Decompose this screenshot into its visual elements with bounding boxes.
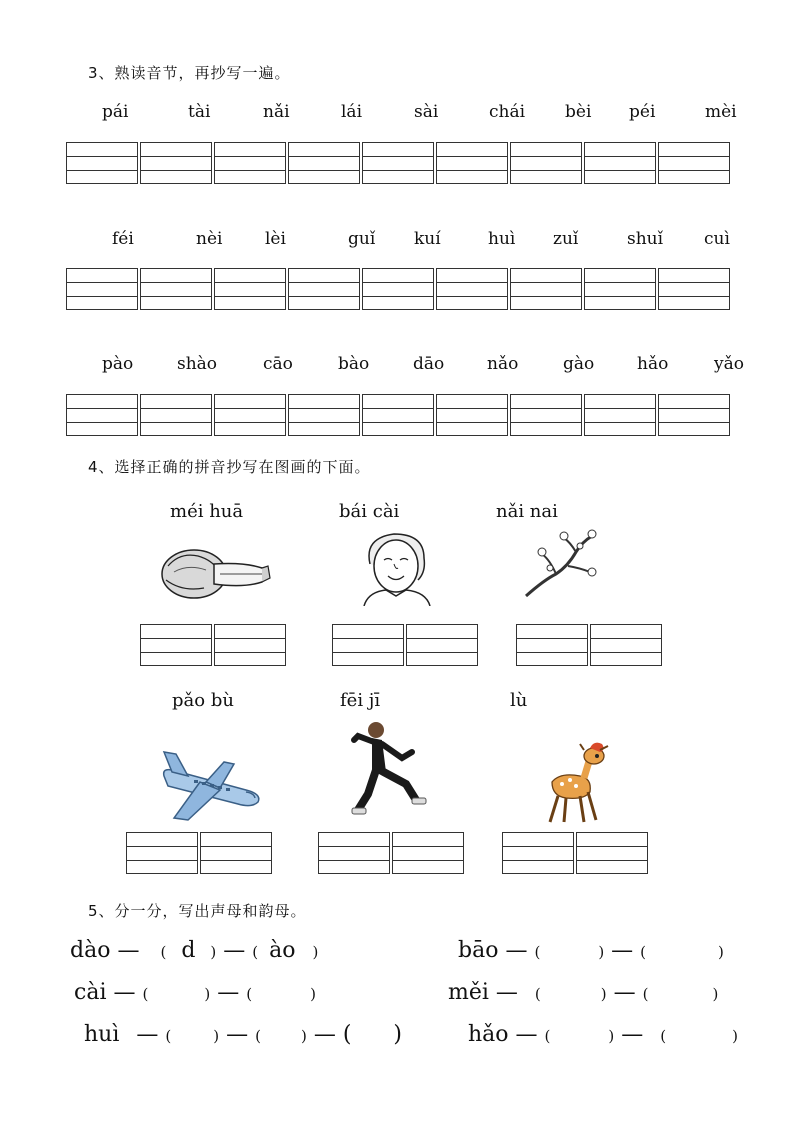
- grandma-icon: [356, 528, 438, 606]
- pinyin-syllable: dāo: [413, 354, 445, 374]
- pinyin-syllable: guǐ: [348, 229, 376, 249]
- split-exercise-hao: hǎo — ( ) — ( ): [468, 1022, 738, 1047]
- runner-icon: [350, 718, 430, 820]
- writing-cell[interactable]: [516, 624, 588, 666]
- writing-grid-row-2: [66, 268, 730, 310]
- writing-cell[interactable]: [436, 268, 508, 310]
- cabbage-icon: [158, 544, 274, 606]
- split-exercise-cai: cài — ( ) — ( ): [74, 980, 316, 1005]
- writing-cell[interactable]: [288, 268, 360, 310]
- writing-cell[interactable]: [590, 624, 662, 666]
- syllable: huì: [84, 1022, 120, 1047]
- section4-heading: 4、选择正确的拼音抄写在图画的下面。: [88, 458, 371, 476]
- writing-cell[interactable]: [140, 624, 212, 666]
- split-exercise-dao: dào — ( d ) — ( ào ): [70, 938, 319, 963]
- writing-grid-picture-6: [502, 832, 648, 874]
- split-exercise-mei: měi — ( ) — ( ): [448, 980, 719, 1005]
- deer-icon: [540, 742, 612, 824]
- split-exercise-bao: bāo — ( ) — ( ): [458, 938, 724, 963]
- writing-cell[interactable]: [200, 832, 272, 874]
- airplane-icon: [154, 746, 266, 824]
- writing-cell[interactable]: [214, 624, 286, 666]
- pinyin-syllable: shào: [177, 354, 218, 374]
- writing-cell[interactable]: [584, 268, 656, 310]
- pinyin-syllable: kuí: [414, 229, 441, 249]
- writing-cell[interactable]: [140, 394, 212, 436]
- writing-cell[interactable]: [66, 142, 138, 184]
- writing-cell[interactable]: [392, 832, 464, 874]
- plum-blossom-icon: [522, 528, 604, 600]
- syllable: měi: [448, 980, 489, 1005]
- writing-cell[interactable]: [362, 394, 434, 436]
- writing-cell[interactable]: [66, 268, 138, 310]
- pinyin-word: fēi jī: [340, 690, 381, 711]
- writing-cell[interactable]: [214, 142, 286, 184]
- writing-cell[interactable]: [140, 268, 212, 310]
- writing-cell[interactable]: [436, 394, 508, 436]
- pinyin-syllable: mèi: [705, 102, 737, 122]
- pinyin-syllable: cāo: [263, 354, 293, 374]
- pinyin-syllable: yǎo: [714, 354, 744, 374]
- writing-grid-picture-1: [140, 624, 286, 666]
- writing-cell[interactable]: [66, 394, 138, 436]
- writing-cell[interactable]: [406, 624, 478, 666]
- pinyin-syllable: huì: [488, 229, 516, 249]
- pinyin-syllable: shuǐ: [627, 229, 664, 249]
- syllable: dào: [70, 938, 111, 963]
- pinyin-syllable: chái: [489, 102, 526, 122]
- writing-cell[interactable]: [658, 268, 730, 310]
- writing-grid-picture-4: [126, 832, 272, 874]
- pinyin-syllable: nèi: [196, 229, 223, 249]
- pinyin-syllable: bèi: [565, 102, 592, 122]
- writing-cell[interactable]: [288, 394, 360, 436]
- pinyin-syllable: zuǐ: [553, 229, 579, 249]
- pinyin-word: nǎi nai: [496, 501, 558, 522]
- writing-cell[interactable]: [318, 832, 390, 874]
- initial-answer[interactable]: d: [181, 938, 196, 963]
- pinyin-syllable: hǎo: [637, 354, 669, 374]
- pinyin-word: lù: [510, 690, 528, 711]
- writing-cell[interactable]: [214, 268, 286, 310]
- writing-cell[interactable]: [362, 142, 434, 184]
- writing-cell[interactable]: [510, 268, 582, 310]
- syllable: bāo: [458, 938, 499, 963]
- writing-cell[interactable]: [214, 394, 286, 436]
- pinyin-syllable: pào: [102, 354, 134, 374]
- pinyin-syllable: lái: [341, 102, 363, 122]
- pinyin-syllable: péi: [629, 102, 656, 122]
- pinyin-syllable: sài: [414, 102, 439, 122]
- pinyin-word: méi huā: [170, 501, 244, 522]
- final-answer[interactable]: ào: [269, 938, 296, 963]
- pinyin-syllable: pái: [102, 102, 129, 122]
- split-exercise-hui: huì — ( ) — ( ) — ( ): [84, 1022, 402, 1047]
- writing-cell[interactable]: [576, 832, 648, 874]
- syllable: hǎo: [468, 1022, 509, 1047]
- pinyin-syllable: cuì: [704, 229, 730, 249]
- writing-cell[interactable]: [658, 394, 730, 436]
- writing-cell[interactable]: [502, 832, 574, 874]
- pinyin-syllable: gào: [563, 354, 595, 374]
- writing-grid-picture-2: [332, 624, 478, 666]
- pinyin-syllable: féi: [112, 229, 134, 249]
- writing-cell[interactable]: [436, 142, 508, 184]
- writing-grid-picture-5: [318, 832, 464, 874]
- section5-heading: 5、分一分，写出声母和韵母。: [88, 902, 307, 920]
- writing-cell[interactable]: [362, 268, 434, 310]
- writing-grid-row-1: [66, 142, 730, 184]
- writing-cell[interactable]: [584, 394, 656, 436]
- writing-cell[interactable]: [510, 394, 582, 436]
- writing-cell[interactable]: [510, 142, 582, 184]
- syllable: cài: [74, 980, 107, 1005]
- pinyin-syllable: tài: [188, 102, 211, 122]
- writing-cell[interactable]: [288, 142, 360, 184]
- writing-cell[interactable]: [126, 832, 198, 874]
- pinyin-syllable: bào: [338, 354, 370, 374]
- pinyin-syllable: nǎi: [263, 102, 290, 122]
- pinyin-word: pǎo bù: [172, 690, 234, 711]
- writing-cell[interactable]: [140, 142, 212, 184]
- writing-grid-picture-3: [516, 624, 662, 666]
- pinyin-syllable: lèi: [265, 229, 286, 249]
- writing-cell[interactable]: [332, 624, 404, 666]
- writing-grid-row-3: [66, 394, 730, 436]
- pinyin-word: bái cài: [339, 501, 400, 522]
- writing-cell[interactable]: [658, 142, 730, 184]
- section3-heading: 3、熟读音节，再抄写一遍。: [88, 64, 291, 82]
- writing-cell[interactable]: [584, 142, 656, 184]
- pinyin-syllable: nǎo: [487, 354, 519, 374]
